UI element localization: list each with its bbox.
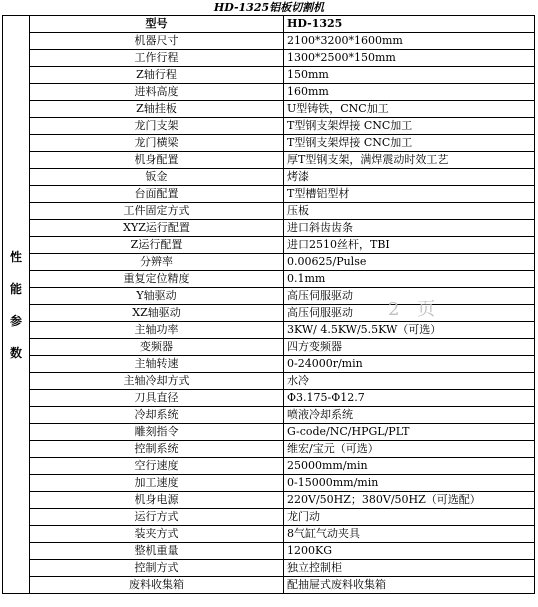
param-name: 型号 bbox=[30, 16, 284, 33]
param-name: 分辨率 bbox=[30, 254, 284, 271]
param-value: 压板 bbox=[284, 203, 535, 220]
param-name: Z运行配置 bbox=[30, 237, 284, 254]
param-value: 3KW/ 4.5KW/5.5KW（可选） bbox=[284, 322, 535, 339]
table-row bbox=[3, 407, 535, 424]
param-name: 重复定位精度 bbox=[30, 271, 284, 288]
param-name: 控制方式 bbox=[30, 560, 284, 577]
table-row bbox=[3, 67, 535, 84]
param-value: 0-24000r/min bbox=[284, 356, 535, 373]
param-name: 冷却系统 bbox=[30, 407, 284, 424]
param-value: G-code/NC/HPGL/PLT bbox=[284, 424, 535, 441]
table-row bbox=[3, 458, 535, 475]
table-row bbox=[3, 152, 535, 169]
param-name: 龙门横梁 bbox=[30, 135, 284, 152]
param-name: XYZ运行配置 bbox=[30, 220, 284, 237]
param-name: 进料高度 bbox=[30, 84, 284, 101]
param-value: 高压伺服驱动 bbox=[284, 305, 535, 322]
table-row bbox=[3, 577, 535, 594]
side-label bbox=[3, 16, 30, 594]
table-row bbox=[3, 101, 535, 118]
table-row bbox=[3, 271, 535, 288]
param-value: 25000mm/min bbox=[284, 458, 535, 475]
table-row bbox=[3, 254, 535, 271]
param-value: 厚T型钢支架，满焊震动时效工艺 bbox=[284, 152, 535, 169]
param-value: 龙门动 bbox=[284, 509, 535, 526]
table-row bbox=[3, 560, 535, 577]
param-value: T型钢支架焊接 CNC加工 bbox=[284, 118, 535, 135]
table-row bbox=[3, 441, 535, 458]
param-name: 运行方式 bbox=[30, 509, 284, 526]
param-name: 机身配置 bbox=[30, 152, 284, 169]
param-value: 烤漆 bbox=[284, 169, 535, 186]
param-value: 喷液冷却系统 bbox=[284, 407, 535, 424]
table-row bbox=[3, 186, 535, 203]
param-name: XZ轴驱动 bbox=[30, 305, 284, 322]
table-row bbox=[3, 305, 535, 322]
side-label-char: 能 bbox=[9, 281, 22, 296]
param-name: 机身电源 bbox=[30, 492, 284, 509]
param-name: 空行速度 bbox=[30, 458, 284, 475]
table-row bbox=[3, 237, 535, 254]
table-row bbox=[3, 220, 535, 237]
param-value: 进口斜齿齿条 bbox=[284, 220, 535, 237]
table-row bbox=[3, 492, 535, 509]
param-value: 维宏/宝元（可选） bbox=[284, 441, 535, 458]
param-value: T型钢支架焊接 CNC加工 bbox=[284, 135, 535, 152]
param-name: 台面配置 bbox=[30, 186, 284, 203]
table-row bbox=[3, 373, 535, 390]
table-row bbox=[3, 16, 535, 33]
spec-table bbox=[2, 15, 535, 594]
table-row bbox=[3, 288, 535, 305]
param-value: 0.1mm bbox=[284, 271, 535, 288]
param-value: 1200KG bbox=[284, 543, 535, 560]
param-name: 钣金 bbox=[30, 169, 284, 186]
page-title: HD-1325铝板切割机 bbox=[213, 1, 325, 14]
table-row bbox=[3, 322, 535, 339]
table-row bbox=[3, 543, 535, 560]
param-name: 装夹方式 bbox=[30, 526, 284, 543]
param-value: 0.00625/Pulse bbox=[284, 254, 535, 271]
param-value: 配抽屉式废料收集箱 bbox=[284, 577, 535, 594]
param-value: 160mm bbox=[284, 84, 535, 101]
param-value: 四方变频器 bbox=[284, 339, 535, 356]
table-row bbox=[3, 84, 535, 101]
param-name: 工件固定方式 bbox=[30, 203, 284, 220]
table-row bbox=[3, 526, 535, 543]
param-name: 龙门支架 bbox=[30, 118, 284, 135]
param-value: 220V/50HZ；380V/50HZ（可选配） bbox=[284, 492, 535, 509]
param-value: HD-1325 bbox=[284, 16, 535, 33]
table-row bbox=[3, 118, 535, 135]
param-name: 主轴功率 bbox=[30, 322, 284, 339]
param-name: Z轴行程 bbox=[30, 67, 284, 84]
table-row bbox=[3, 390, 535, 407]
param-value: 1300*2500*150mm bbox=[284, 50, 535, 67]
side-label-char: 数 bbox=[9, 345, 22, 360]
table-row bbox=[3, 509, 535, 526]
table-row bbox=[3, 135, 535, 152]
param-name: Y轴驱动 bbox=[30, 288, 284, 305]
param-name: 变频器 bbox=[30, 339, 284, 356]
table-row bbox=[3, 424, 535, 441]
table-row bbox=[3, 203, 535, 220]
param-name: 机器尺寸 bbox=[30, 33, 284, 50]
param-value: 高压伺服驱动 bbox=[284, 288, 535, 305]
param-value: U型铸铁，CNC加工 bbox=[284, 101, 535, 118]
param-value: Φ3.175-Φ12.7 bbox=[284, 390, 535, 407]
param-value: 0-15000mm/min bbox=[284, 475, 535, 492]
table-row bbox=[3, 475, 535, 492]
param-name: 工作行程 bbox=[30, 50, 284, 67]
param-name: 整机重量 bbox=[30, 543, 284, 560]
param-name: 加工速度 bbox=[30, 475, 284, 492]
param-name: 刀具直径 bbox=[30, 390, 284, 407]
param-name: 主轴转速 bbox=[30, 356, 284, 373]
param-value: 2100*3200*1600mm bbox=[284, 33, 535, 50]
param-name: 主轴冷却方式 bbox=[30, 373, 284, 390]
param-name: 控制系统 bbox=[30, 441, 284, 458]
param-name: 废料收集箱 bbox=[30, 577, 284, 594]
param-name: 雕刻指令 bbox=[30, 424, 284, 441]
param-value: 150mm bbox=[284, 67, 535, 84]
table-row bbox=[3, 169, 535, 186]
side-label-char: 性 bbox=[9, 249, 22, 264]
param-value: T型槽铝型材 bbox=[284, 186, 535, 203]
param-name: Z轴挂板 bbox=[30, 101, 284, 118]
param-value: 水冷 bbox=[284, 373, 535, 390]
table-row bbox=[3, 33, 535, 50]
param-value: 8气缸气动夹具 bbox=[284, 526, 535, 543]
param-value: 进口2510丝杆，TBI bbox=[284, 237, 535, 254]
param-value: 独立控制柜 bbox=[284, 560, 535, 577]
table-row bbox=[3, 339, 535, 356]
table-row bbox=[3, 356, 535, 373]
page-watermark: 2 页 bbox=[388, 299, 442, 320]
side-label-char: 参 bbox=[9, 313, 22, 328]
table-row bbox=[3, 50, 535, 67]
